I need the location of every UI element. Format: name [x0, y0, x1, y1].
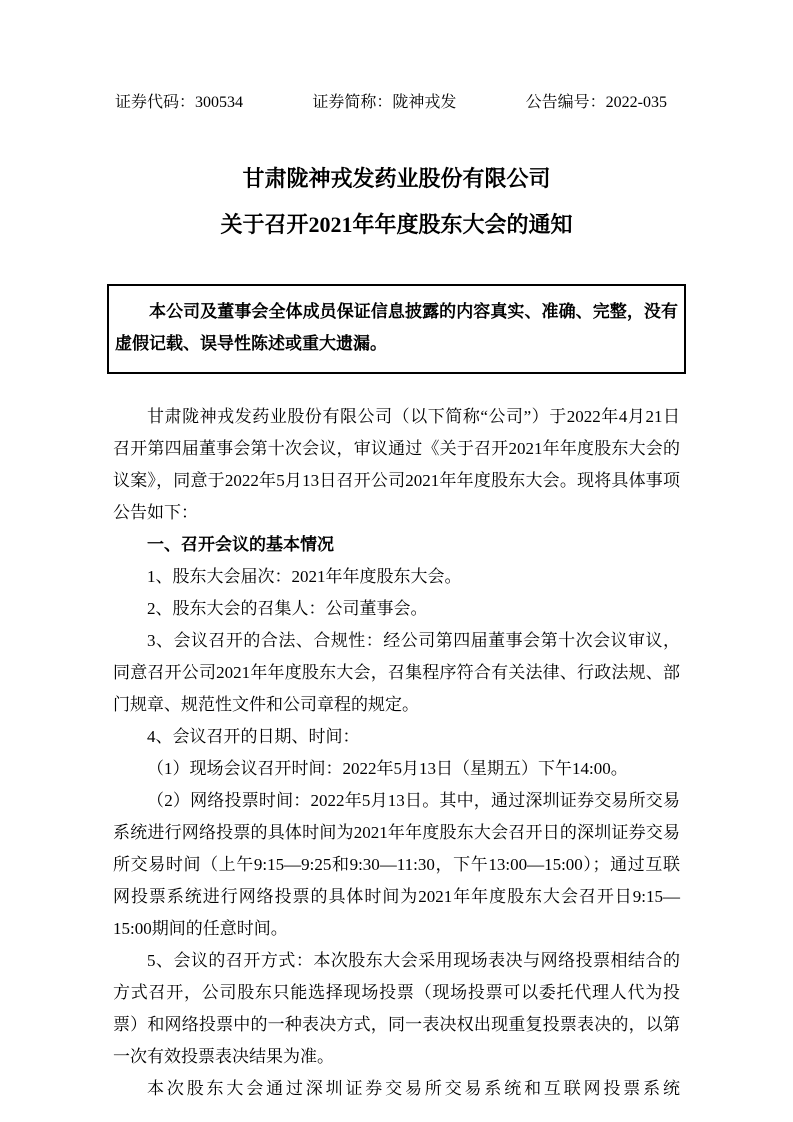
stock-abbreviation: 证券简称：陇神戎发 [312, 94, 457, 111]
paragraph-online-voting-time: （2）网络投票时间：2022年5月13日。其中，通过深圳证券交易所交易系统进行网络投票的具体时间为2021年年度股东大会召开日的深圳证券交易所交易时间（上午9:15—9:25和9:30—11:30，下午13:00—15:00）；通过互联网投票系统进行网络投票的具体时间为2021年年度股东大会召开日9:15—15:00期间的任意时间。 [113, 791, 680, 938]
paragraph-onsite-time: （1）现场会议召开时间：2022年5月13日（星期五）下午14:00。 [147, 759, 628, 778]
company-name-title: 甘肃陇神戎发药业股份有限公司 [242, 166, 551, 191]
announcement-number: 公告编号：2022-035 [525, 94, 667, 111]
stock-code: 证券代码：300534 [115, 94, 244, 111]
paragraph-legality: 3、会议召开的合法、合规性：经公司第四届董事会第十次会议审议，同意召开公司2021年年度股东大会，召集程序符合有关法律、行政法规、部门规章、规范性文件和公司章程的规定。 [113, 631, 680, 714]
paragraph-date-time-label: 4、会议召开的日期、时间： [147, 727, 360, 746]
disclaimer-box: 本公司及董事会全体成员保证信息披露的内容真实、准确、完整，没有虚假记载、误导性陈述或重大遗漏。 [107, 284, 686, 374]
paragraph-convener: 2、股东大会的召集人：公司董事会。 [147, 599, 428, 618]
section-1-heading: 一、召开会议的基本情况 [147, 535, 334, 554]
notice-title: 关于召开2021年年度股东大会的通知 [220, 212, 573, 237]
paragraph-meeting-method: 5、会议的召开方式：本次股东大会采用现场表决与网络投票相结合的方式召开，公司股东只能选择现场投票（现场投票可以委托代理人代为投票）和网络投票中的一种表决方式，同一表决权出现重复投票表决的，以第一次有效投票表决结果为准。 [113, 951, 680, 1066]
document-header-row [115, 93, 667, 113]
paragraph-meeting-session: 1、股东大会届次：2021年年度股东大会。 [147, 567, 462, 586]
document-body [113, 401, 680, 1105]
intro-paragraph: 甘肃陇神戎发药业股份有限公司（以下简称“公司”）于2022年4月21日召开第四届董事会第十次会议，审议通过《关于召开2021年年度股东大会的议案》，同意于2022年5月13日召开公司2021年年度股东大会。现将具体事项公告如下： [113, 407, 680, 522]
paragraph-continuation-line: 本次股东大会通过深圳证券交易所交易系统和互联网投票系统 [147, 1079, 680, 1098]
